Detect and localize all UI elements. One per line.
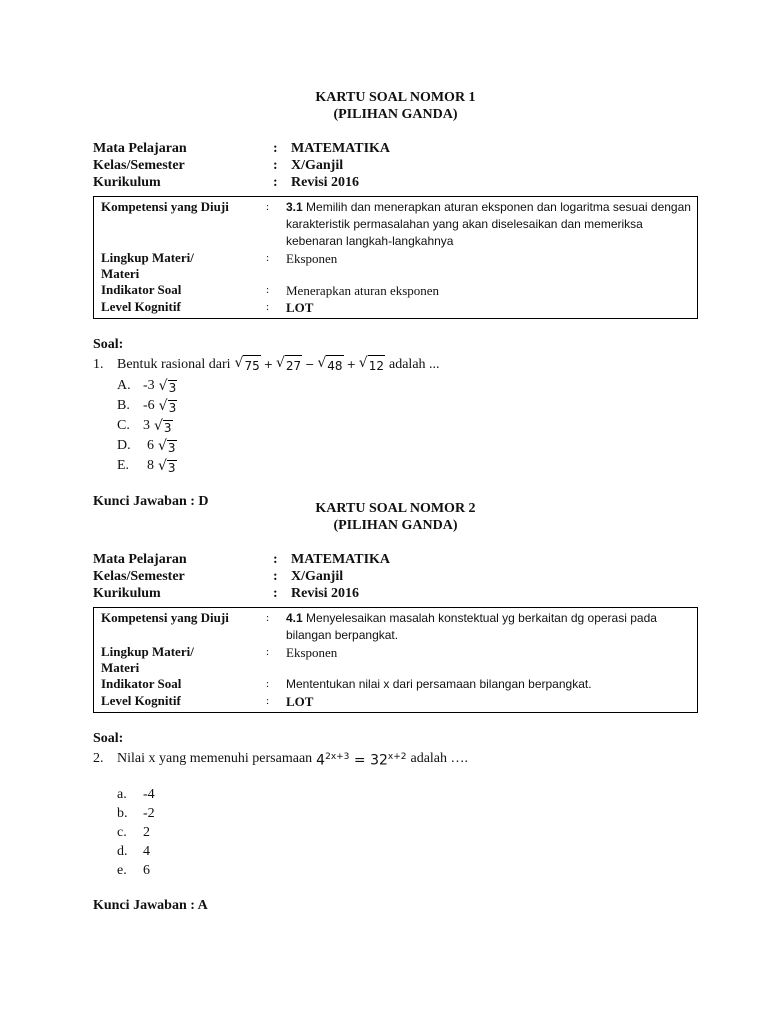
radical	[235, 353, 261, 376]
box-row-competency	[101, 610, 697, 644]
card-meta	[93, 140, 698, 191]
box-label: Indikator Soal	[101, 282, 182, 297]
answer-option-b[interactable]	[117, 804, 698, 823]
option-value: 2	[143, 824, 150, 840]
radical-sign: √	[317, 355, 327, 371]
answer-option-b[interactable]	[117, 396, 698, 416]
question-text-after: adalah ...	[389, 356, 440, 372]
option-letter: b.	[117, 805, 128, 821]
question-2	[93, 747, 698, 771]
option-radical	[158, 458, 177, 475]
meta-colon: :	[273, 552, 278, 567]
level-value: LOT	[286, 300, 314, 315]
box-row-scope	[101, 250, 697, 282]
option-letter: E.	[117, 458, 130, 473]
competency-box	[93, 196, 698, 319]
meta-colon: :	[273, 158, 278, 173]
answer-option-a[interactable]	[117, 376, 698, 396]
radical-sign: √	[158, 377, 168, 394]
box-row-scope	[101, 644, 697, 676]
box-label: Indikator Soal	[101, 676, 182, 691]
competency-code: 4.1	[286, 611, 303, 625]
radical	[359, 353, 385, 376]
equation-exponent-left: 2x+3	[325, 752, 350, 763]
meta-label: Kelas/Semester	[93, 158, 185, 173]
question-1	[93, 353, 698, 376]
option-letter: a.	[117, 786, 127, 802]
card-subtitle: (PILIHAN GANDA)	[333, 518, 458, 533]
option-radical	[159, 398, 178, 415]
meta-value: X/Ganjil	[291, 569, 344, 584]
radical-sign: √	[275, 355, 285, 371]
radicand: 3	[168, 380, 177, 395]
box-colon: :	[266, 201, 270, 213]
box-label-line1: Lingkup Materi/	[101, 644, 194, 659]
question-number: 1.	[93, 356, 104, 372]
radical-sign: √	[154, 417, 163, 434]
meta-colon: :	[273, 141, 278, 156]
question-number: 2.	[93, 751, 104, 766]
scope-value: Eksponen	[286, 645, 338, 660]
question-card-2	[93, 500, 698, 914]
scope-value: Eksponen	[286, 251, 338, 266]
box-label-line1: Lingkup Materi/	[101, 250, 194, 265]
radical	[276, 353, 302, 376]
operator: −	[305, 357, 315, 371]
option-coefficient: -3	[143, 378, 155, 393]
equation-base-right: 32	[370, 752, 388, 769]
question-card-1	[93, 89, 698, 510]
box-label: Level Kognitif	[101, 299, 181, 314]
option-value: 4	[143, 843, 150, 859]
option-letter: e.	[117, 862, 127, 878]
card-title: KARTU SOAL NOMOR 1	[315, 90, 476, 105]
box-row-level	[101, 693, 697, 710]
radicand: 3	[167, 440, 176, 455]
meta-row-subject	[93, 551, 698, 568]
meta-label: Mata Pelajaran	[93, 552, 187, 567]
box-colon: :	[266, 646, 270, 658]
meta-value: Revisi 2016	[291, 586, 360, 601]
answer-option-d[interactable]	[117, 842, 698, 861]
radical-sign: √	[158, 437, 167, 454]
radicand: 75	[243, 355, 260, 376]
answer-option-a[interactable]	[117, 785, 698, 804]
equation-exponent-right: x+2	[387, 752, 407, 763]
box-label: Kompetensi yang Diuji	[101, 610, 229, 625]
meta-value: MATEMATIKA	[291, 552, 391, 567]
meta-row-class	[93, 157, 698, 174]
option-value: -4	[143, 786, 155, 802]
meta-value: Revisi 2016	[291, 175, 360, 190]
indicator-value: Menerapkan aturan eksponen	[286, 283, 440, 298]
option-letter: B.	[117, 398, 130, 413]
answer-key: Kunci Jawaban : A	[93, 898, 208, 913]
level-value: LOT	[286, 694, 314, 709]
meta-label: Kelas/Semester	[93, 569, 185, 584]
radical-sign: √	[234, 355, 244, 371]
box-row-competency	[101, 199, 697, 250]
answer-options	[93, 785, 698, 880]
box-colon: :	[266, 695, 270, 707]
option-radical	[154, 418, 173, 435]
question-text: Bentuk rasional dari	[117, 356, 231, 372]
meta-colon: :	[273, 586, 278, 601]
option-radical	[158, 438, 177, 455]
competency-box	[93, 607, 698, 713]
box-colon: :	[266, 612, 270, 624]
option-coefficient: 8	[147, 458, 154, 473]
question-heading: Soal:	[93, 337, 124, 352]
answer-option-e[interactable]	[117, 861, 698, 880]
box-row-indicator	[101, 676, 697, 693]
meta-label: Kurikulum	[93, 175, 161, 190]
indicator-value: Mententukan nilai x dari persamaan bilangan berpangkat.	[286, 677, 592, 691]
option-coefficient: 3	[143, 418, 150, 433]
box-colon: :	[266, 678, 270, 690]
radicand: 3	[168, 400, 177, 415]
answer-key: Kunci Jawaban : D	[93, 494, 209, 509]
radical-expression	[235, 353, 385, 376]
box-label	[101, 644, 266, 676]
answer-option-c[interactable]	[117, 416, 698, 436]
operator: +	[346, 357, 356, 371]
radical-sign: √	[358, 355, 368, 371]
competency-code: 3.1	[286, 200, 303, 214]
answer-options	[93, 376, 698, 476]
question-text: Nilai x yang memenuhi persamaan	[117, 751, 313, 766]
card-title: KARTU SOAL NOMOR 2	[315, 501, 476, 516]
meta-row-class	[93, 568, 698, 585]
card-subtitle: (PILIHAN GANDA)	[333, 107, 458, 122]
operator: +	[263, 357, 273, 371]
radicand: 27	[285, 355, 302, 376]
meta-label: Mata Pelajaran	[93, 141, 187, 156]
box-label-line2: Materi	[101, 266, 140, 281]
box-colon: :	[266, 252, 270, 264]
option-letter: d.	[117, 843, 128, 859]
answer-option-d[interactable]	[117, 436, 698, 456]
box-row-indicator	[101, 282, 697, 299]
meta-label: Kurikulum	[93, 586, 161, 601]
box-row-level	[101, 299, 697, 316]
radical	[317, 353, 343, 376]
competency-text	[286, 199, 697, 250]
option-letter: c.	[117, 824, 127, 840]
equation-equals: =	[353, 752, 366, 769]
meta-row-subject	[93, 140, 698, 157]
meta-row-curriculum	[93, 174, 698, 191]
question-heading: Soal:	[93, 731, 124, 746]
box-colon: :	[266, 301, 270, 313]
meta-colon: :	[273, 569, 278, 584]
radicand: 3	[163, 420, 172, 435]
meta-value: MATEMATIKA	[291, 141, 391, 156]
competency-text	[286, 610, 697, 644]
radicand: 12	[368, 355, 385, 376]
exponential-equation	[316, 747, 406, 771]
competency-description: Menyelesaikan masalah konstektual yg berkaitan dg operasi pada bilangan berpangkat.	[286, 611, 657, 642]
box-colon: :	[266, 284, 270, 296]
meta-colon: :	[273, 175, 278, 190]
meta-row-curriculum	[93, 585, 698, 602]
question-text-after: adalah ….	[410, 751, 469, 766]
option-value: -2	[143, 805, 155, 821]
radicand: 3	[167, 460, 176, 475]
box-label	[101, 250, 266, 282]
radical-sign: √	[158, 457, 167, 474]
option-letter: C.	[117, 418, 130, 433]
box-label: Level Kognitif	[101, 693, 181, 708]
answer-option-e[interactable]	[117, 456, 698, 476]
card-meta	[93, 551, 698, 602]
radicand: 48	[326, 355, 343, 376]
option-letter: D.	[117, 438, 131, 453]
option-coefficient: -6	[143, 398, 155, 413]
box-label-line2: Materi	[101, 660, 140, 675]
option-radical	[159, 378, 178, 395]
option-letter: A.	[117, 378, 131, 393]
answer-option-c[interactable]	[117, 823, 698, 842]
box-label: Kompetensi yang Diuji	[101, 199, 229, 214]
radical-sign: √	[158, 397, 168, 414]
equation-base-left: 4	[316, 752, 326, 769]
meta-value: X/Ganjil	[291, 158, 344, 173]
option-coefficient: 6	[147, 438, 154, 453]
option-value: 6	[143, 862, 150, 878]
competency-description: Memilih dan menerapkan aturan eksponen dan logaritma sesuai dengan karakteristik permasalahan yang akan diselesaikan dan memeriksa kebenaran langkah-langkahnya	[286, 200, 691, 248]
